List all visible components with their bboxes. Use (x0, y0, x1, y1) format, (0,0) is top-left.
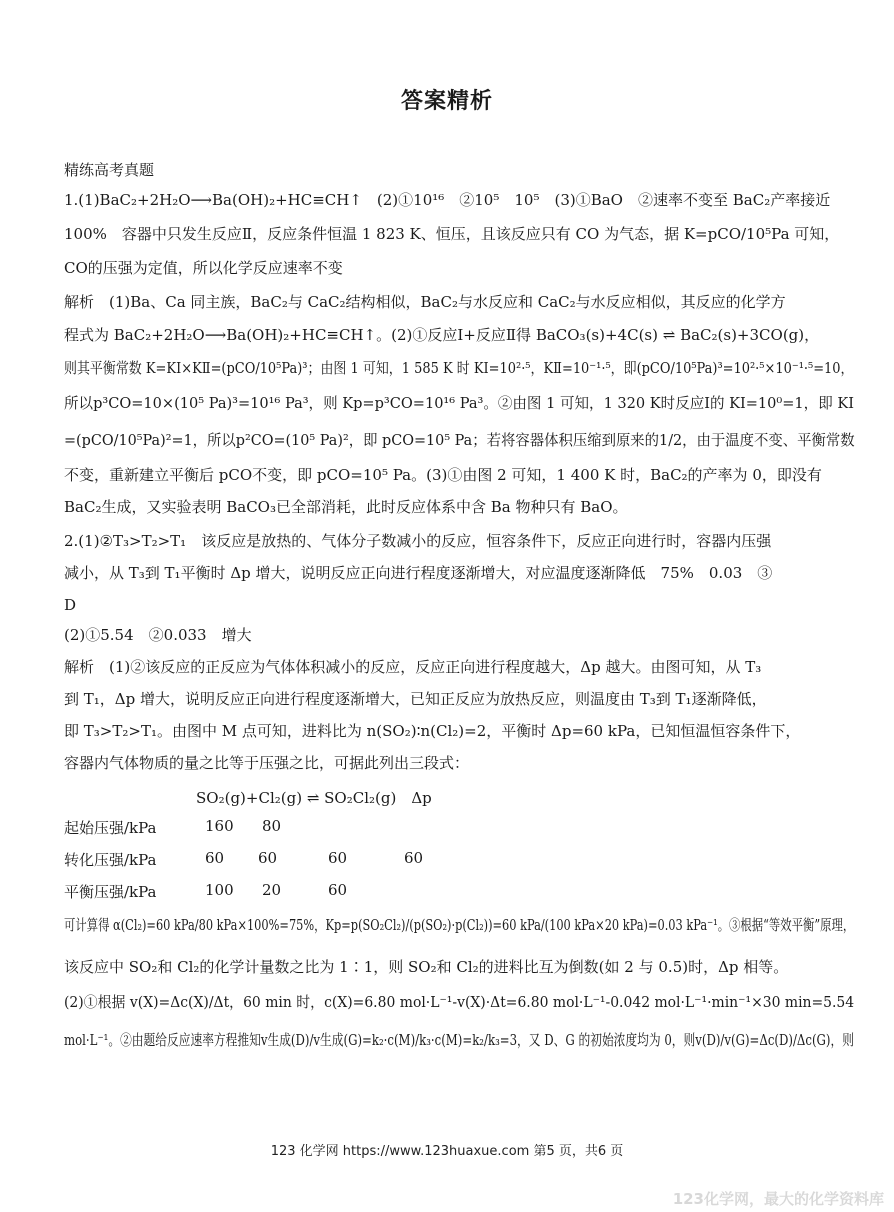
analysis-2-line-7: (2)①根据 v(X)=Δc(X)/Δt，60 min 时，c(X)=6.80 mol·L⁻¹-v(X)·Δt=6.80 mol·L⁻¹-0.042 mol·L⁻¹·min⁻¹×30 min=5.54 (64, 993, 855, 1011)
analysis-2-line-8: mol·L⁻¹。②由题给反应速率方程推知v生成(D)/v生成(G)=k₂·c(M)/k₃·c(M)=k₂/k₃=3，又 D、G 的初始浓度均为 0，则v(D)/v(G)=Δc(D)/Δc(G)，则 (64, 1031, 854, 1049)
answer-2-line-3: D (64, 596, 77, 614)
analysis-1-line-7: BaC₂生成，又实验表明 BaCO₃已全部消耗，此时反应体系中含 Ba 物种只有 BaO。 (64, 498, 628, 516)
table-cell: 60 (328, 881, 348, 899)
table-cell: 60 (328, 849, 348, 867)
table-cell: 20 (262, 881, 282, 899)
table-cell: 60 (205, 849, 225, 867)
answer-2-line-1: 2.(1)②T₃>T₂>T₁ 该反应是放热的、气体分子数减小的反应，恒容条件下，反应正向进行时，容器内压强 (64, 532, 772, 550)
table-row-label: 起始压强/kPa (64, 819, 157, 837)
analysis-1-line-2: 程式为 BaC₂+2H₂O⟶Ba(OH)₂+HC≡CH↑。(2)①反应Ⅰ+反应Ⅱ得 BaCO₃(s)+4C(s) ⇌ BaC₂(s)+3CO(g)， (64, 326, 820, 344)
analysis-2-line-6: 该反应中 SO₂和 Cl₂的化学计量数之比为 1∶1，则 SO₂和 Cl₂的进料比互为倒数(如 2 与 0.5)时，Δp 相等。 (64, 958, 789, 976)
analysis-2-line-4: 容器内气体物质的量之比等于压强之比，可据此列出三段式： (64, 754, 470, 772)
table-cell: 60 (404, 849, 424, 867)
reaction-header: SO₂(g)+Cl₂(g) ⇌ SO₂Cl₂(g) Δp (196, 789, 432, 807)
table-cell: 160 (205, 817, 234, 835)
analysis-1-line-3: 则其平衡常数 K=KⅠ×KⅡ=(pCO/10⁵Pa)³；由图 1 可知，1 585 K 时 KⅠ=10²·⁵，KⅡ=10⁻¹·⁵，即(pCO/10⁵Pa)³=10²·⁵×10⁻¹·⁵=10， (64, 359, 854, 377)
watermark: 123化学网，最大的化学资料库 (672, 1190, 884, 1208)
table-cell: 80 (262, 817, 282, 835)
page-title: 答案精析 (400, 89, 493, 114)
table-cell: 60 (258, 849, 278, 867)
analysis-2-line-5: 可计算得 α(Cl₂)=60 kPa/80 kPa×100%=75%，Kp=p(SO₂Cl₂)/(p(SO₂)·p(Cl₂))=60 kPa/(100 kPa×20 kPa)=0.03 kPa⁻¹。③根据“等效平衡”原理， (64, 916, 855, 934)
section-heading: 精练高考真题 (64, 161, 155, 179)
analysis-2-line-3: 即 T₃>T₂>T₁。由图中 M 点可知，进料比为 n(SO₂)∶n(Cl₂)=2，平衡时 Δp=60 kPa，已知恒温恒容条件下， (64, 722, 801, 740)
analysis-1-line-6: 不变，重新建立平衡后 pCO不变，即 pCO=10⁵ Pa。(3)①由图 2 可知，1 400 K 时，BaC₂的产率为 0，即没有 (64, 466, 822, 484)
page-footer: 123 化学网 https://www.123huaxue.com 第5 页，共6 页 (270, 1144, 624, 1159)
answer-1-line-2: 100% 容器中只发生反应Ⅱ，反应条件恒温 1 823 K、恒压，且该反应只有 CO 为气态，据 K=pCO/10⁵Pa 可知， (64, 225, 840, 243)
analysis-2-line-1: 解析 (1)②该反应的正反应为气体体积减小的反应，反应正向进行程度越大，Δp 越大。由图可知，从 T₃ (64, 658, 762, 676)
analysis-1-line-1: 解析 (1)Ba、Ca 同主族，BaC₂与 CaC₂结构相似，BaC₂与水反应和 CaC₂与水反应相似，其反应的化学方 (64, 293, 786, 311)
analysis-1-line-4: 所以p³CO=10×(10⁵ Pa)³=10¹⁶ Pa³，则 Kp=p³CO=10¹⁶ Pa³。②由图 1 可知，1 320 K时反应Ⅰ的 KⅠ=10⁰=1，即 KⅠ (64, 394, 854, 412)
answer-2-line-2: 减小，从 T₃到 T₁平衡时 Δp 增大，说明反应正向进行程度逐渐增大，对应温度逐渐降低 75% 0.03 ③ (64, 564, 773, 582)
answer-1-line-3: CO的压强为定值，所以化学反应速率不变 (64, 259, 343, 277)
analysis-1-line-5: =(pCO/10⁵Pa)²=1，所以p²CO=(10⁵ Pa)²，即 pCO=10⁵ Pa；若将容器体积压缩到原来的1/2，由于温度不变、平衡常数 (64, 431, 855, 449)
table-row-label: 转化压强/kPa (64, 851, 157, 869)
answer-2-line-4: (2)①5.54 ②0.033 增大 (64, 626, 252, 644)
analysis-2-line-2: 到 T₁，Δp 增大，说明反应正向进行程度逐渐增大，已知正反应为放热反应，则温度由 T₃到 T₁逐渐降低， (64, 690, 767, 708)
answer-1-line-1: 1.(1)BaC₂+2H₂O⟶Ba(OH)₂+HC≡CH↑ (2)①10¹⁶ ②10⁵ 10⁵ (3)①BaO ②速率不变至 BaC₂产率接近 (64, 191, 831, 209)
table-cell: 100 (205, 881, 234, 899)
table-row-label: 平衡压强/kPa (64, 883, 157, 901)
